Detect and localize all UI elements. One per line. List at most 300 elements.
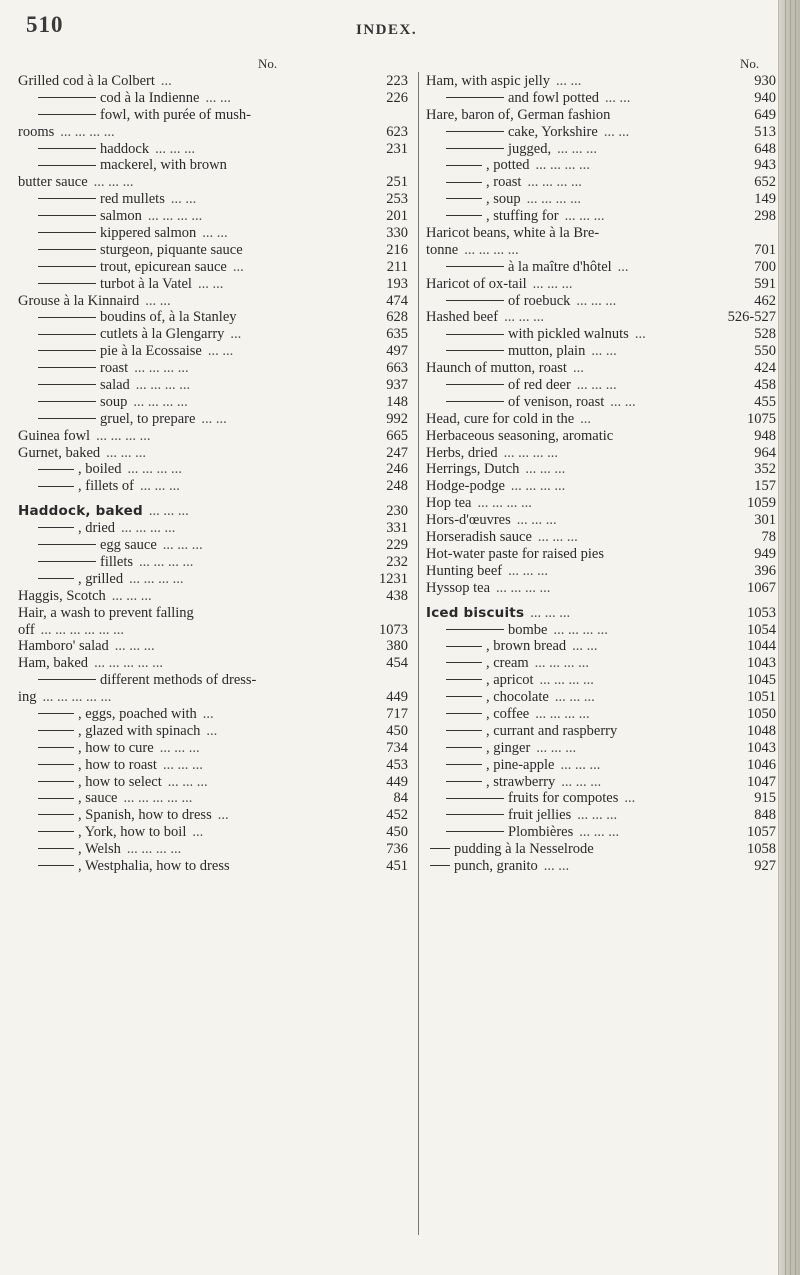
ditto-rule xyxy=(38,266,96,267)
ditto-rule xyxy=(38,578,74,579)
entry-text: , Westphalia, how to dress xyxy=(78,857,230,874)
entry-text: Haggis, Scotch xyxy=(18,587,106,604)
index-entry xyxy=(18,554,408,571)
entry-text: haddock xyxy=(100,140,150,157)
ditto-rule xyxy=(38,97,96,98)
entry-number: 380 xyxy=(358,638,408,655)
entry-text: Herbs, dried xyxy=(426,444,498,461)
entry-text: ing xyxy=(18,689,37,706)
entry-number: 474 xyxy=(358,293,408,310)
entry-number: 949 xyxy=(722,546,776,563)
dot-leader: ... ... ... xyxy=(576,292,617,309)
entry-number: 148 xyxy=(358,394,408,411)
entry-number: 231 xyxy=(358,141,408,158)
ditto-rule xyxy=(38,418,96,419)
index-entry xyxy=(18,90,408,107)
index-entry xyxy=(18,293,408,310)
entry-text: bombe xyxy=(508,621,548,638)
dot-leader: ... xyxy=(230,326,242,343)
entry-number: 964 xyxy=(722,445,776,462)
ditto-rule xyxy=(38,367,96,368)
ditto-rule xyxy=(446,662,482,663)
entry-text: , glazed with spinach xyxy=(78,722,201,739)
entry-number: 915 xyxy=(722,790,776,807)
entry-text: Haunch of mutton, roast xyxy=(426,360,567,377)
entry-number: 84 xyxy=(358,790,408,807)
entry-number: 449 xyxy=(358,689,408,706)
entry-number: 628 xyxy=(358,309,408,326)
index-entry xyxy=(18,807,408,824)
dot-leader: ... xyxy=(202,705,214,722)
ditto-rule xyxy=(446,814,504,815)
index-entry xyxy=(426,807,776,824)
entry-text: of red deer xyxy=(508,377,571,394)
entry-number: 528 xyxy=(722,326,776,343)
index-entry xyxy=(426,461,776,478)
entry-number: 635 xyxy=(358,326,408,343)
dot-leader: ... ... xyxy=(610,393,636,410)
dot-leader: ... ... xyxy=(205,89,231,106)
entry-text: Hodge-podge xyxy=(426,478,505,495)
index-entry xyxy=(426,90,776,107)
entry-number: 1050 xyxy=(722,706,776,723)
entry-text: different methods of dress- xyxy=(100,672,257,689)
entry-number: 848 xyxy=(722,807,776,824)
entry-number: 1045 xyxy=(722,672,776,689)
dot-leader: ... ... ... xyxy=(159,739,200,756)
index-entry xyxy=(426,774,776,791)
entry-list xyxy=(18,73,408,875)
index-entry xyxy=(18,774,408,791)
entry-number: 734 xyxy=(358,740,408,757)
index-entry xyxy=(426,107,776,124)
dot-leader: ... xyxy=(232,258,244,275)
index-entry xyxy=(18,73,408,90)
entry-text: punch, granito xyxy=(454,857,538,874)
entry-text: mackerel, with brown xyxy=(100,157,227,174)
dot-leader: ... ... ... xyxy=(557,140,597,157)
entry-text: à la maître d'hôtel xyxy=(508,258,612,275)
index-entry xyxy=(426,478,776,495)
entry-text: with pickled walnuts xyxy=(508,326,629,343)
ditto-rule xyxy=(446,198,482,199)
dot-leader: ... ... ... ... xyxy=(96,427,151,444)
entry-number: 526-527 xyxy=(722,309,776,326)
dot-leader: ... ... ... ... xyxy=(139,553,194,570)
index-entry xyxy=(426,259,776,276)
ditto-rule xyxy=(38,384,96,385)
entry-text: butter sauce xyxy=(18,174,88,191)
entry-number: 451 xyxy=(358,858,408,875)
ditto-rule xyxy=(430,865,450,866)
entry-number: 948 xyxy=(722,428,776,445)
entry-number: 1231 xyxy=(358,571,408,588)
index-entry xyxy=(18,689,408,706)
ditto-rule xyxy=(446,730,482,731)
index-entry xyxy=(18,461,408,478)
entry-number: 438 xyxy=(358,588,408,605)
entry-text: , roast xyxy=(486,174,522,191)
entry-number: 623 xyxy=(358,124,408,141)
entry-text: fruit jellies xyxy=(508,807,572,824)
entry-text: Horseradish sauce xyxy=(426,529,532,546)
entry-text: Iced biscuits xyxy=(426,604,525,621)
dot-leader: ... ... ... xyxy=(525,461,566,478)
entry-text: Head, cure for cold in the xyxy=(426,410,575,427)
index-entry xyxy=(18,588,408,605)
dot-leader: ... ... xyxy=(145,292,171,309)
entry-number: 301 xyxy=(722,512,776,529)
entry-number: 246 xyxy=(358,461,408,478)
entry-text: Haddock, baked xyxy=(18,503,143,520)
index-entry xyxy=(426,580,776,597)
entry-text: Gurnet, baked xyxy=(18,444,101,461)
index-entry xyxy=(426,411,776,428)
dot-leader: ... ... ... ... xyxy=(535,157,590,174)
ditto-rule xyxy=(446,350,504,351)
entry-number: 937 xyxy=(358,377,408,394)
entry-text: , Welsh xyxy=(78,841,121,858)
entry-number: 223 xyxy=(358,73,408,90)
entry-number: 251 xyxy=(358,174,408,191)
index-entry xyxy=(426,689,776,706)
index-entry xyxy=(426,495,776,512)
entry-text: boudins of, à la Stanley xyxy=(100,309,237,326)
dot-leader: ... ... ... xyxy=(561,773,602,790)
page-edge xyxy=(778,0,800,1275)
dot-leader: ... ... ... ... xyxy=(526,191,582,208)
index-entry xyxy=(18,208,408,225)
entry-number: 1058 xyxy=(722,841,776,858)
dot-leader: ... ... ... xyxy=(537,529,578,546)
dot-leader: ... ... ... xyxy=(564,208,605,225)
dot-leader: ... ... xyxy=(591,343,617,360)
entry-number: 1043 xyxy=(722,655,776,672)
ditto-rule xyxy=(38,561,96,562)
index-entry xyxy=(426,360,776,377)
index-entry xyxy=(18,790,408,807)
index-entry xyxy=(426,546,776,563)
dot-leader: ... ... xyxy=(201,410,227,427)
ditto-rule xyxy=(38,713,74,714)
entry-text: Hors-d'œuvres xyxy=(426,512,511,529)
dot-leader: ... ... ... xyxy=(554,689,595,706)
dot-leader: ... ... ... ... xyxy=(121,520,176,537)
ditto-rule xyxy=(38,781,74,782)
ditto-rule xyxy=(446,646,482,647)
entry-text: , brown bread xyxy=(486,638,567,655)
entry-number: 330 xyxy=(358,225,408,242)
ditto-rule xyxy=(446,679,482,680)
index-entry xyxy=(426,157,776,174)
index-entry xyxy=(18,141,408,158)
page-number: 510 xyxy=(26,12,64,37)
index-entry xyxy=(426,428,776,445)
index-entry xyxy=(18,520,408,537)
index-entry xyxy=(426,858,776,875)
dot-leader: ... xyxy=(624,790,636,807)
entry-number: 1054 xyxy=(722,622,776,639)
dot-leader: ... ... ... ... xyxy=(126,841,182,858)
entry-text: Grilled cod à la Colbert xyxy=(18,73,155,89)
entry-text: , how to select xyxy=(78,773,162,790)
index-entry xyxy=(426,638,776,655)
entry-text: Haricot beans, white à la Bre- xyxy=(426,225,600,242)
index-entry xyxy=(18,360,408,377)
dot-leader: ... ... xyxy=(170,191,197,208)
dot-leader: ... xyxy=(217,807,229,824)
dot-leader: ... ... ... xyxy=(560,756,601,773)
entry-text: , potted xyxy=(486,157,530,174)
index-entry xyxy=(18,478,408,495)
dot-leader: ... ... ... xyxy=(114,638,155,655)
ditto-rule xyxy=(446,165,482,166)
entry-text: kippered salmon xyxy=(100,225,197,242)
dot-leader: ... ... xyxy=(197,275,224,292)
dot-leader: ... ... ... xyxy=(508,562,548,579)
ditto-rule xyxy=(38,831,74,832)
index-entry xyxy=(426,512,776,529)
dot-leader: ... xyxy=(160,73,172,89)
dot-leader: ... ... xyxy=(202,225,228,242)
ditto-rule xyxy=(446,747,482,748)
index-entry xyxy=(18,638,408,655)
entry-text: soup xyxy=(100,393,128,410)
ditto-rule xyxy=(446,831,504,832)
entry-number: 663 xyxy=(358,360,408,377)
index-entry xyxy=(18,445,408,462)
section-gap xyxy=(426,597,776,605)
entry-number: 216 xyxy=(358,242,408,259)
ditto-rule xyxy=(446,384,504,385)
entry-number: 455 xyxy=(722,394,776,411)
index-entry xyxy=(426,343,776,360)
entry-text: cake, Yorkshire xyxy=(508,123,598,140)
entry-number: 247 xyxy=(358,445,408,462)
ditto-rule xyxy=(38,334,96,335)
entry-number: 1048 xyxy=(722,723,776,740)
dot-leader: ... ... ... ... xyxy=(496,579,551,596)
index-entry xyxy=(426,841,776,858)
index-entry xyxy=(426,208,776,225)
entry-text: Plombières xyxy=(508,824,574,841)
ditto-rule xyxy=(38,198,96,199)
entry-text: , fillets of xyxy=(78,478,134,495)
ditto-rule xyxy=(446,182,482,183)
entry-text: and fowl potted xyxy=(508,89,600,106)
dot-leader: ... ... ... ... xyxy=(510,478,566,495)
index-entry xyxy=(426,191,776,208)
index-entry xyxy=(18,326,408,343)
dot-leader: ... ... ... ... xyxy=(127,461,182,478)
dot-leader: ... ... ... ... xyxy=(134,360,189,377)
dot-leader: ... ... ... xyxy=(530,604,571,621)
ditto-rule xyxy=(38,865,74,866)
index-entry xyxy=(18,191,408,208)
index-entry xyxy=(426,529,776,546)
running-title: INDEX. xyxy=(356,22,418,38)
entry-text: turbot à la Vatel xyxy=(100,275,192,292)
dot-leader: ... ... ... xyxy=(139,478,180,495)
index-entry xyxy=(18,309,408,326)
index-entry xyxy=(426,757,776,774)
ditto-rule xyxy=(446,215,482,216)
entry-number: 452 xyxy=(358,807,408,824)
entry-number: 450 xyxy=(358,723,408,740)
entry-number: 331 xyxy=(358,520,408,537)
dot-leader: ... ... ... ... ... xyxy=(42,689,112,706)
entry-number: 497 xyxy=(358,343,408,360)
dot-leader: ... xyxy=(572,360,584,377)
entry-text: Hamboro' salad xyxy=(18,638,109,655)
dot-leader: ... ... ... xyxy=(162,537,203,554)
index-entry xyxy=(18,107,408,124)
entry-number: 450 xyxy=(358,824,408,841)
index-entry xyxy=(426,225,776,242)
ditto-rule xyxy=(430,848,450,849)
entry-text: fillets xyxy=(100,553,134,570)
dot-leader: ... ... xyxy=(543,857,570,874)
index-entry xyxy=(426,723,776,740)
index-entry xyxy=(18,858,408,875)
entry-text: mutton, plain xyxy=(508,343,586,360)
ditto-rule xyxy=(38,747,74,748)
ditto-rule xyxy=(38,798,74,799)
entry-number: 649 xyxy=(722,107,776,124)
index-entry xyxy=(426,672,776,689)
entry-number: 352 xyxy=(722,461,776,478)
index-entry xyxy=(18,343,408,360)
entry-text: Grouse à la Kinnaird xyxy=(18,292,140,309)
entry-number: 1059 xyxy=(722,495,776,512)
entry-text: Hunting beef xyxy=(426,562,503,579)
index-entry xyxy=(18,124,408,141)
index-entry xyxy=(18,276,408,293)
index-entry xyxy=(426,622,776,639)
dot-leader: ... ... ... ... xyxy=(60,123,115,140)
entry-number: 648 xyxy=(722,141,776,158)
dot-leader: ... ... ... xyxy=(162,756,203,773)
ditto-rule xyxy=(446,334,504,335)
dot-leader: ... ... ... xyxy=(111,587,152,604)
dot-leader: ... xyxy=(206,722,218,739)
entry-number: 449 xyxy=(358,774,408,791)
entry-text: , ginger xyxy=(486,739,531,756)
index-entry xyxy=(426,293,776,310)
entry-text: Guinea fowl xyxy=(18,427,91,444)
index-entry xyxy=(18,622,408,639)
entry-text: fruits for compotes xyxy=(508,790,619,807)
index-entry xyxy=(18,672,408,689)
ditto-rule xyxy=(446,300,504,301)
index-entry xyxy=(18,377,408,394)
index-entry xyxy=(18,537,408,554)
dot-leader: ... ... ... ... xyxy=(464,241,519,258)
index-entry xyxy=(426,276,776,293)
dot-leader: ... ... ... xyxy=(576,377,617,394)
index-entry xyxy=(18,841,408,858)
entry-number: 930 xyxy=(722,73,776,90)
dot-leader: ... ... ... ... ... ... xyxy=(40,621,125,638)
index-entry xyxy=(18,706,408,723)
entry-text: , how to roast xyxy=(78,756,157,773)
entry-text: , soup xyxy=(486,191,521,208)
entry-text: Hyssop tea xyxy=(426,579,491,596)
section-gap xyxy=(18,495,408,503)
entry-text: cutlets à la Glengarry xyxy=(100,326,225,343)
entry-number: 253 xyxy=(358,191,408,208)
entry-text: Haricot of ox-tail xyxy=(426,275,527,292)
index-entry xyxy=(426,242,776,259)
entry-number: 700 xyxy=(722,259,776,276)
ditto-rule xyxy=(38,848,74,849)
entry-number: 226 xyxy=(358,90,408,107)
number-column-heading: No. xyxy=(258,56,278,71)
entry-text: of roebuck xyxy=(508,292,571,309)
index-entry xyxy=(18,174,408,191)
dot-leader: ... ... ... xyxy=(167,773,208,790)
ditto-rule xyxy=(446,696,482,697)
entry-text: , pine-apple xyxy=(486,756,555,773)
ditto-rule xyxy=(38,317,96,318)
entry-text: red mullets xyxy=(100,191,165,208)
entry-number: 396 xyxy=(722,563,776,580)
index-entry xyxy=(426,605,776,622)
entry-number: 232 xyxy=(358,554,408,571)
index-entry xyxy=(426,563,776,580)
index-entry xyxy=(18,394,408,411)
index-entry xyxy=(18,259,408,276)
dot-leader: ... ... ... ... xyxy=(534,655,590,672)
entry-number: 453 xyxy=(358,757,408,774)
entry-text: sturgeon, piquante sauce xyxy=(100,241,243,258)
index-entry xyxy=(426,326,776,343)
dot-leader: ... xyxy=(634,326,646,343)
dot-leader: ... ... ... xyxy=(579,824,620,841)
index-entry xyxy=(18,411,408,428)
dot-leader: ... ... ... xyxy=(93,174,134,191)
ditto-rule xyxy=(38,283,96,284)
entry-number: 229 xyxy=(358,537,408,554)
entry-text: , boiled xyxy=(78,461,122,478)
entry-text: Hashed beef xyxy=(426,309,499,326)
entry-number: 736 xyxy=(358,841,408,858)
dot-leader: ... ... xyxy=(572,638,598,655)
ditto-rule xyxy=(38,114,96,115)
index-entry xyxy=(426,124,776,141)
entry-number: 513 xyxy=(722,124,776,141)
entry-number: 211 xyxy=(358,259,408,276)
index-entry xyxy=(426,309,776,326)
entry-text: salad xyxy=(100,377,130,394)
dot-leader: ... ... ... xyxy=(155,140,195,157)
entry-number: 940 xyxy=(722,90,776,107)
entry-text: trout, epicurean sauce xyxy=(100,258,227,275)
entry-number: 591 xyxy=(722,276,776,293)
entry-text: of venison, roast xyxy=(508,393,605,410)
dot-leader: ... ... xyxy=(556,73,582,89)
ditto-rule xyxy=(38,730,74,731)
dot-leader: ... xyxy=(580,410,592,427)
entry-text: , strawberry xyxy=(486,773,556,790)
ditto-rule xyxy=(446,131,504,132)
index-entry xyxy=(18,428,408,445)
index-entry xyxy=(18,824,408,841)
entry-text: pudding à la Nesselrode xyxy=(454,841,594,858)
ditto-rule xyxy=(38,764,74,765)
index-entry xyxy=(18,157,408,174)
column-divider xyxy=(418,72,419,1235)
